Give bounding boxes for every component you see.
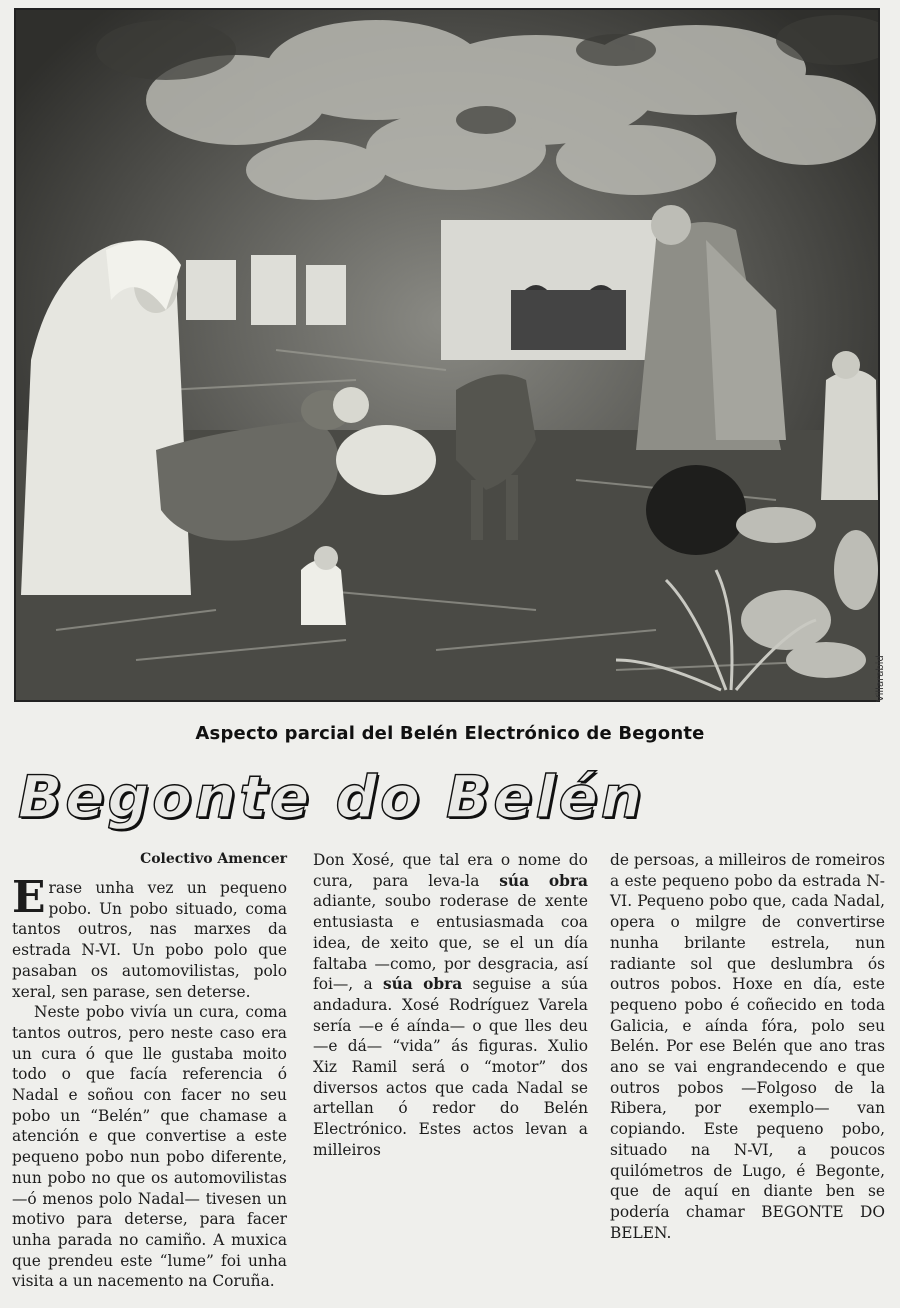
word: Don — [313, 851, 345, 869]
word: dá— — [347, 1037, 383, 1056]
word: redor — [432, 1099, 476, 1118]
paragraph-2 — [12, 1002, 287, 1292]
word: muxica — [231, 1230, 287, 1249]
word: facía — [129, 1065, 168, 1084]
word: que, — [438, 933, 473, 952]
word: leva-la — [428, 871, 480, 890]
word: Nadal — [12, 1086, 59, 1105]
word: coma — [245, 1003, 287, 1022]
word: caso — [219, 1023, 255, 1042]
word: e — [88, 1127, 98, 1146]
word: Rodríguez — [448, 995, 529, 1014]
word: Xosé, — [352, 851, 395, 869]
word: no — [91, 1168, 111, 1187]
word: era — [261, 1023, 287, 1042]
word: moito — [242, 1044, 287, 1063]
paragraph-2-continued — [313, 850, 588, 1161]
word: do — [568, 851, 588, 869]
word: cada — [471, 1078, 509, 1097]
word: que — [85, 1065, 115, 1084]
word: no — [119, 1230, 139, 1249]
word: faltaba — [313, 954, 368, 973]
word: con — [143, 1086, 172, 1105]
bold-word: súa — [382, 975, 413, 994]
word: entusiasmada — [436, 913, 545, 932]
word: para — [199, 1210, 236, 1229]
bold-word: obra — [548, 871, 588, 890]
word: diferente, — [210, 1148, 287, 1167]
word: un — [173, 1003, 193, 1022]
article-column-2 — [313, 850, 588, 1161]
word: pobo — [166, 1148, 205, 1167]
word: prendeu — [47, 1251, 114, 1270]
word: o — [500, 851, 511, 869]
word: Xosé — [401, 995, 440, 1014]
word: un — [60, 1106, 81, 1125]
word: pobo — [12, 1106, 51, 1125]
word: que — [402, 851, 432, 869]
paragraph-3: de persoas, a milleiros de romeiros a este pequeno pobo da estrada N-VI. Pequeno pobo que, cada Nadal, opera o milgre de convertirse nunha brilante estrela, nun radiante sol que deslumbra ós outros pobos. Hoxe en día, este pequeno pobo é coñecido en toda Galicia, e aínda fóra, polo seu Belén. Por ese Belén que ano tras ano se vai engrandecendo e que outros pobos —Folgoso de la Ribera, por exemplo— van copiando. Este pequeno pobo, situado na N-VI, a poucos quilómetros de Lugo, é Begonte, que de aquí en diante ben se podería chamar BEGONTE DO BELEN. — [610, 851, 885, 1242]
word: do — [499, 1099, 519, 1118]
word: pequeno — [12, 1148, 80, 1167]
bold-word: obra — [423, 975, 463, 994]
word: este — [120, 1251, 153, 1270]
word: un — [267, 1189, 287, 1208]
word: el — [509, 933, 524, 952]
word: un — [12, 1044, 32, 1063]
word: a — [578, 1120, 588, 1139]
word: desgracia, — [477, 954, 559, 973]
word: atención — [12, 1127, 80, 1146]
word: a — [363, 975, 373, 994]
word: seguise — [472, 975, 532, 994]
word: visita — [12, 1272, 54, 1291]
word: súa — [560, 975, 588, 994]
word: se — [570, 1078, 588, 1097]
word: que — [107, 1127, 136, 1146]
word: pobo — [85, 1148, 124, 1167]
word: idea, — [313, 933, 351, 952]
word: foi — [221, 1251, 241, 1270]
word: —como, — [374, 954, 437, 973]
word: este — [254, 1127, 287, 1146]
byline: Colectivo Amencer — [140, 851, 287, 867]
bold-word: súa — [499, 871, 530, 890]
dark-pot — [646, 465, 746, 555]
word: día — [564, 933, 588, 952]
word: que — [116, 1168, 146, 1187]
word: ó — [277, 1065, 287, 1084]
word: seu — [260, 1086, 287, 1105]
word: no — [230, 1086, 251, 1105]
word: convertise — [145, 1127, 227, 1146]
word: e — [68, 1086, 78, 1105]
word: gustaba — [171, 1044, 234, 1063]
stable-building — [441, 220, 656, 360]
word: “vida” — [392, 1037, 441, 1056]
word: cura, — [313, 871, 353, 890]
word: neste — [170, 1023, 214, 1042]
photo-credit: Villarabid — [875, 655, 886, 702]
word: entusiasta — [313, 913, 394, 932]
word: será — [411, 1058, 446, 1077]
word: a — [58, 1272, 68, 1291]
word: roderase — [439, 892, 509, 911]
word: era — [467, 851, 493, 869]
word: sería — [313, 1016, 352, 1035]
word: para — [76, 1210, 113, 1229]
word: Coruña. — [212, 1272, 275, 1291]
word: unha — [248, 1251, 287, 1270]
word: tal — [439, 851, 460, 869]
word: —e — [358, 1016, 384, 1035]
word: dos — [560, 1058, 588, 1077]
word: de — [517, 892, 537, 911]
word: Estes — [418, 1120, 461, 1139]
word: todo — [12, 1065, 47, 1084]
word: facer — [181, 1086, 222, 1105]
word: facer — [247, 1210, 287, 1229]
drop-cap: E — [12, 872, 46, 923]
word: chamase — [199, 1106, 268, 1125]
word: que — [12, 1251, 41, 1270]
word: levan — [525, 1120, 568, 1139]
word: nome — [518, 851, 561, 869]
word: A — [213, 1230, 225, 1249]
word: camiño. — [145, 1230, 207, 1249]
word: —ó — [12, 1189, 37, 1208]
nativity-photo — [14, 8, 880, 702]
word: nun — [12, 1168, 42, 1187]
word: andadura. — [313, 995, 393, 1014]
word: artellan — [313, 1099, 374, 1118]
word: ó — [398, 1099, 408, 1118]
word: “lume” — [159, 1251, 214, 1270]
word: figuras. — [478, 1037, 538, 1056]
word: xeito — [390, 933, 429, 952]
word: deterse, — [124, 1210, 188, 1229]
word: a — [235, 1127, 246, 1146]
word: Nadal — [516, 1078, 564, 1097]
word: na — [188, 1272, 208, 1291]
word: o — [459, 1058, 470, 1077]
word: que — [434, 1078, 464, 1097]
word: xente — [544, 892, 588, 911]
word: soñou — [87, 1086, 134, 1105]
word: pobo — [47, 1168, 86, 1187]
word: actos — [385, 1078, 428, 1097]
word: ó — [85, 1044, 96, 1063]
word: Neste — [34, 1003, 80, 1022]
word: que — [160, 1106, 190, 1125]
word: lle — [142, 1044, 162, 1063]
word: referencia — [182, 1065, 263, 1084]
word: actos — [472, 1120, 514, 1139]
word: Ramil — [351, 1058, 398, 1077]
word: a — [277, 1106, 287, 1125]
word: é — [390, 1016, 400, 1035]
word: Xiz — [313, 1058, 337, 1077]
word: aínda— — [406, 1016, 466, 1035]
article-column-3 — [610, 850, 885, 1243]
word: para — [372, 871, 409, 890]
word: pero — [128, 1023, 165, 1042]
word: unha — [12, 1230, 51, 1249]
word: coa — [560, 913, 588, 932]
word: “motor” — [483, 1058, 547, 1077]
paragraph-1 — [12, 872, 287, 1002]
word: tivesen — [205, 1189, 262, 1208]
word: menos — [42, 1189, 94, 1208]
word: deu — [559, 1016, 588, 1035]
word: “Belén” — [90, 1106, 151, 1125]
word: Belén — [543, 1099, 588, 1118]
word: por — [443, 954, 471, 973]
word: adiante, — [313, 892, 377, 911]
word: tantos — [12, 1023, 61, 1042]
word: a — [541, 975, 551, 994]
word: soubo — [384, 892, 432, 911]
photo-caption: Aspecto parcial del Belén Electrónico de Begonte — [195, 723, 705, 744]
word: que — [488, 1016, 518, 1035]
word: diversos — [313, 1078, 378, 1097]
word: Electrónico. — [313, 1120, 408, 1139]
headline: Begonte do Belén — [18, 763, 646, 831]
word: se — [482, 933, 500, 952]
word: pobo — [86, 1003, 125, 1022]
word: de — [361, 933, 381, 952]
word: Xulio — [548, 1037, 588, 1056]
word: cura — [41, 1044, 77, 1063]
word: Varela — [538, 995, 588, 1014]
village-houses — [186, 255, 346, 325]
word: que — [104, 1044, 134, 1063]
word: nacemento — [97, 1272, 184, 1291]
word: automovilistas — [173, 1168, 287, 1187]
word: —e — [313, 1037, 338, 1056]
paragraph-1-text: rase unha vez un pequeno pobo. Un pobo situado, coma tantos outros, nas marxes da estrada N-VI. Un pobo polo que pasaban os automovilistas, polo xeral, sen parase, sen deterse. — [12, 879, 287, 1001]
word: lles — [524, 1016, 552, 1035]
article-column-1 — [12, 850, 287, 1292]
word: polo — [98, 1189, 133, 1208]
word: ás — [451, 1037, 469, 1056]
word: foi—, — [313, 975, 354, 994]
word: parada — [57, 1230, 113, 1249]
word: nun — [130, 1148, 160, 1167]
nativity-scene-illustration — [16, 10, 878, 700]
word: un — [72, 1272, 93, 1291]
word: outros, — [67, 1023, 123, 1042]
word: Nadal— — [137, 1189, 200, 1208]
word: así — [566, 954, 588, 973]
word: os — [151, 1168, 169, 1187]
word: e — [410, 913, 420, 932]
word: vivía — [130, 1003, 167, 1022]
word: motivo — [12, 1210, 65, 1229]
word: o — [472, 1016, 482, 1035]
word: o — [61, 1065, 71, 1084]
word: un — [534, 933, 554, 952]
word: milleiros — [313, 1140, 381, 1159]
word: cura, — [199, 1003, 240, 1022]
